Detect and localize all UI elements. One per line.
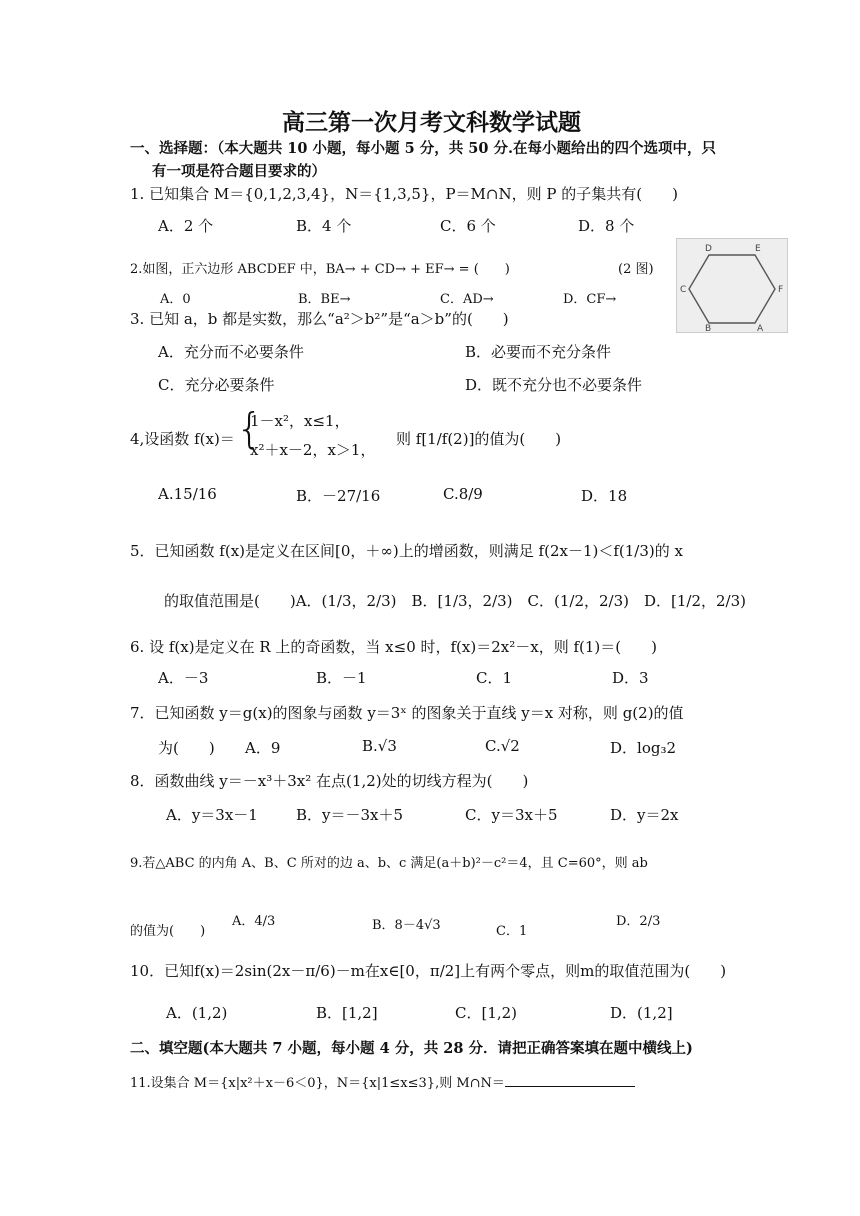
hex-label-c: C — [680, 285, 687, 295]
question-5-stem: 5．已知函数 f(x)是定义在区间[0，＋∞)上的增函数，则满足 f(2x－1)＜f(1/3)的 x — [130, 542, 683, 560]
q8-option-c: C．y＝3x＋5 — [465, 806, 558, 824]
q6-option-d: D．3 — [612, 669, 649, 687]
q2-option-d: D．CF→ — [563, 292, 617, 307]
q4-option-c: C.8/9 — [443, 485, 483, 503]
q3-option-a: A．充分而不必要条件 — [158, 343, 304, 361]
section1-header-line2: 有一项是符合题目要求的） — [152, 163, 326, 180]
q2-option-a: A．0 — [160, 292, 191, 307]
q7-option-d: D．log₃2 — [610, 739, 677, 757]
question-1-stem: 1. 已知集合 M＝{0,1,2,3,4}，N＝{1,3,5}，P＝M∩N，则 P 的子集共有( ) — [130, 185, 678, 203]
q1-option-b: B．4 个 — [296, 217, 352, 235]
q3-option-d: D．既不充分也不必要条件 — [465, 376, 643, 394]
q6-option-a: A．－3 — [158, 669, 209, 687]
q9-option-c: C．1 — [496, 924, 528, 939]
q8-option-d: D．y＝2x — [610, 806, 679, 824]
q1-option-a: A．2 个 — [158, 217, 214, 235]
question-11 — [130, 1072, 635, 1091]
q9-option-b: B．8－4√3 — [372, 918, 441, 933]
q4-option-b: B．－27/16 — [296, 487, 381, 505]
q1-option-d: D．8 个 — [578, 217, 635, 235]
question-2-stem: 2.如图，正六边形 ABCDEF 中，BA→ + CD→ + EF→ = ( ) — [130, 262, 510, 277]
q7-option-b: B.√3 — [362, 737, 397, 755]
q10-option-d: D．(1,2] — [610, 1004, 673, 1022]
question-4-brace: { — [236, 404, 263, 453]
q3-option-b: B．必要而不充分条件 — [465, 343, 612, 361]
question-2-figure-note: (2 图) — [618, 262, 654, 277]
question-7-stem-line2: 为( ) — [158, 739, 215, 757]
q6-option-c: C．1 — [476, 669, 513, 687]
question-4-prefix: 4,设函数 f(x)＝ — [130, 430, 235, 448]
q4-option-d: D．18 — [581, 487, 628, 505]
question-4-suffix: 则 f[1/f(2)]的值为( ) — [396, 430, 562, 448]
answer-blank-11[interactable] — [505, 1074, 635, 1087]
q3-option-c: C．充分必要条件 — [158, 376, 275, 394]
question-5-stem-line2: 的取值范围是( )A．(1/3，2/3) B．[1/3，2/3) C．(1/2，2/3) D．[1/2，2/3) — [164, 592, 747, 610]
question-9-stem: 9.若△ABC 的内角 A、B、C 所对的边 a、b、c 满足(a＋b)²－c²＝4，且 C=60°，则 ab — [130, 856, 648, 871]
question-10-stem: 10．已知f(x)＝2sin(2x－π/6)－m在x∈[0，π/2]上有两个零点，则m的取值范围为( ) — [130, 962, 727, 980]
question-6-stem: 6. 设 f(x)是定义在 R 上的奇函数，当 x≤0 时，f(x)＝2x²－x，则 f(1)＝( ) — [130, 638, 657, 656]
question-9-stem-line2: 的值为( ) — [130, 924, 206, 939]
hex-label-f: F — [778, 285, 784, 295]
q2-option-c: C．AD→ — [440, 292, 494, 307]
q4-option-a: A.15/16 — [158, 485, 217, 503]
q10-option-b: B．[1,2] — [316, 1004, 378, 1022]
q9-option-a: A．4/3 — [232, 914, 276, 929]
question-4-case-1: 1－x²，x≤1， — [250, 412, 350, 430]
question-11-stem: 11.设集合 M＝{x|x²＋x－6＜0}，N＝{x|1≤x≤3},则 M∩N＝ — [130, 1076, 505, 1091]
q10-option-a: A．(1,2) — [166, 1004, 228, 1022]
q7-option-c: C.√2 — [485, 737, 520, 755]
hexagon-shape — [689, 255, 775, 323]
section2-header: 二、填空题(本大题共 7 小题，每小题 4 分，共 28 分．请把正确答案填在题中横线上) — [130, 1040, 693, 1057]
q2-option-b: B．BE→ — [298, 292, 351, 307]
q8-option-b: B．y＝－3x＋5 — [296, 806, 404, 824]
question-8-stem: 8．函数曲线 y＝－x³＋3x² 在点(1,2)处的切线方程为( ) — [130, 772, 529, 790]
hexagon-drawing — [677, 239, 787, 332]
q8-option-a: A．y＝3x－1 — [166, 806, 258, 824]
q10-option-c: C．[1,2) — [455, 1004, 518, 1022]
section1-header-line1: 一、选择题：（本大题共 10 小题，每小题 5 分，共 50 分.在每小题给出的四个选项中，只 — [130, 140, 717, 157]
question-4-case-2: x²＋x－2，x＞1， — [250, 441, 376, 459]
hex-label-a: A — [757, 324, 764, 332]
hex-label-e: E — [755, 244, 761, 254]
question-3-stem: 3. 已知 a，b 都是实数，那么“a²＞b²”是“a＞b”的( ) — [130, 310, 509, 328]
hex-label-d: D — [705, 244, 712, 254]
question-7-stem: 7．已知函数 y＝g(x)的图象与函数 y＝3ˣ 的图象关于直线 y＝x 对称，则 g(2)的值 — [130, 704, 684, 722]
hexagon-figure — [676, 238, 788, 333]
page-title: 高三第一次月考文科数学试题 — [282, 110, 581, 136]
q9-option-d: D．2/3 — [616, 914, 661, 929]
q1-option-c: C．6 个 — [440, 217, 496, 235]
q6-option-b: B．－1 — [316, 669, 367, 687]
q7-option-a: A．9 — [245, 739, 281, 757]
hex-label-b: B — [705, 324, 712, 332]
